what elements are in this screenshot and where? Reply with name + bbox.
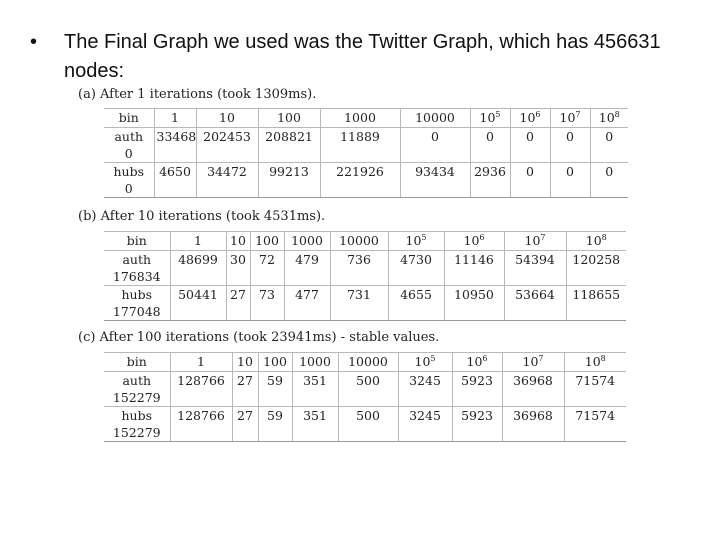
value-cell: 5923 [452, 407, 502, 442]
table-row [104, 163, 628, 198]
value-cell: 27 [232, 372, 258, 407]
header-cell: 10000 [400, 109, 470, 128]
table-row [104, 372, 626, 407]
header-cell: $10^8$ [566, 232, 626, 251]
header-row [104, 353, 626, 372]
header-cell: $10^5$ [388, 232, 444, 251]
row-label: auth 176834 [104, 251, 170, 286]
header-cell: bin [104, 109, 154, 128]
value-cell: 59 [258, 372, 292, 407]
table-after-10-iterations [104, 231, 626, 321]
value-cell: 477 [284, 286, 330, 321]
value-cell: 0 [550, 163, 590, 198]
header-cell: 10 [232, 353, 258, 372]
table-row [104, 251, 626, 286]
row-label: auth 0 [104, 128, 154, 163]
value-cell: 202453 [196, 128, 258, 163]
header-cell: $10^5$ [470, 109, 510, 128]
caption-b: (b) After 10 iterations (took 4531ms). [78, 209, 326, 224]
value-cell: 128766 [170, 407, 232, 442]
header-cell: bin [104, 232, 170, 251]
value-cell: 3245 [398, 407, 452, 442]
table-after-100-iterations [104, 352, 626, 442]
header-cell: 1000 [320, 109, 400, 128]
header-cell: 10 [226, 232, 250, 251]
value-cell: 500 [338, 372, 398, 407]
caption-a: (a) After 1 iterations (took 1309ms). [78, 87, 317, 102]
value-cell: 27 [226, 286, 250, 321]
value-cell: 208821 [258, 128, 320, 163]
value-cell: 3245 [398, 372, 452, 407]
value-cell: 120258 [566, 251, 626, 286]
value-cell: 128766 [170, 372, 232, 407]
value-cell: 736 [330, 251, 388, 286]
header-cell: $10^6$ [510, 109, 550, 128]
row-label: hubs 0 [104, 163, 154, 198]
caption-c: (c) After 100 iterations (took 23941ms) - stable values. [78, 330, 440, 345]
header-cell: 100 [250, 232, 284, 251]
header-cell: $10^7$ [504, 232, 566, 251]
value-cell: 33468 [154, 128, 196, 163]
value-cell: 10950 [444, 286, 504, 321]
value-cell: 0 [590, 163, 628, 198]
header-cell: 1 [154, 109, 196, 128]
value-cell: 500 [338, 407, 398, 442]
header-cell: 100 [258, 109, 320, 128]
table-row [104, 407, 626, 442]
table-after-1-iterations [104, 108, 628, 198]
header-cell: $10^7$ [502, 353, 564, 372]
value-cell: 27 [232, 407, 258, 442]
value-cell: 731 [330, 286, 388, 321]
header-cell: $10^8$ [590, 109, 628, 128]
value-cell: 5923 [452, 372, 502, 407]
value-cell: 2936 [470, 163, 510, 198]
header-cell: 1000 [284, 232, 330, 251]
header-cell: $10^6$ [452, 353, 502, 372]
value-cell: 0 [510, 128, 550, 163]
header-cell: $10^6$ [444, 232, 504, 251]
value-cell: 71574 [564, 372, 626, 407]
header-cell: 1 [170, 353, 232, 372]
value-cell: 34472 [196, 163, 258, 198]
value-cell: 11146 [444, 251, 504, 286]
value-cell: 11889 [320, 128, 400, 163]
header-cell: 100 [258, 353, 292, 372]
bullet-symbol: • [30, 31, 38, 53]
value-cell: 0 [590, 128, 628, 163]
header-cell: 10000 [338, 353, 398, 372]
bullet-text: The Final Graph we used was the Twitter Graph, which has 456631 nodes: [64, 31, 661, 82]
table-row [104, 128, 628, 163]
row-label: auth 152279 [104, 372, 170, 407]
header-row [104, 232, 626, 251]
value-cell: 0 [510, 163, 550, 198]
value-cell: 0 [470, 128, 510, 163]
value-cell: 93434 [400, 163, 470, 198]
value-cell: 36968 [502, 407, 564, 442]
value-cell: 351 [292, 407, 338, 442]
value-cell: 99213 [258, 163, 320, 198]
row-label: hubs 152279 [104, 407, 170, 442]
value-cell: 221926 [320, 163, 400, 198]
header-cell: 10 [196, 109, 258, 128]
value-cell: 479 [284, 251, 330, 286]
value-cell: 4650 [154, 163, 196, 198]
value-cell: 53664 [504, 286, 566, 321]
value-cell: 351 [292, 372, 338, 407]
header-cell: $10^8$ [564, 353, 626, 372]
header-cell: $10^5$ [398, 353, 452, 372]
table-row [104, 286, 626, 321]
value-cell: 48699 [170, 251, 226, 286]
header-cell: 10000 [330, 232, 388, 251]
header-row [104, 109, 628, 128]
header-cell: $10^7$ [550, 109, 590, 128]
value-cell: 0 [550, 128, 590, 163]
value-cell: 30 [226, 251, 250, 286]
value-cell: 73 [250, 286, 284, 321]
value-cell: 36968 [502, 372, 564, 407]
value-cell: 4655 [388, 286, 444, 321]
header-cell: bin [104, 353, 170, 372]
value-cell: 59 [258, 407, 292, 442]
bullet-point [30, 28, 680, 86]
value-cell: 54394 [504, 251, 566, 286]
value-cell: 0 [400, 128, 470, 163]
header-cell: 1000 [292, 353, 338, 372]
value-cell: 71574 [564, 407, 626, 442]
header-cell: 1 [170, 232, 226, 251]
value-cell: 4730 [388, 251, 444, 286]
value-cell: 118655 [566, 286, 626, 321]
value-cell: 72 [250, 251, 284, 286]
value-cell: 50441 [170, 286, 226, 321]
row-label: hubs 177048 [104, 286, 170, 321]
